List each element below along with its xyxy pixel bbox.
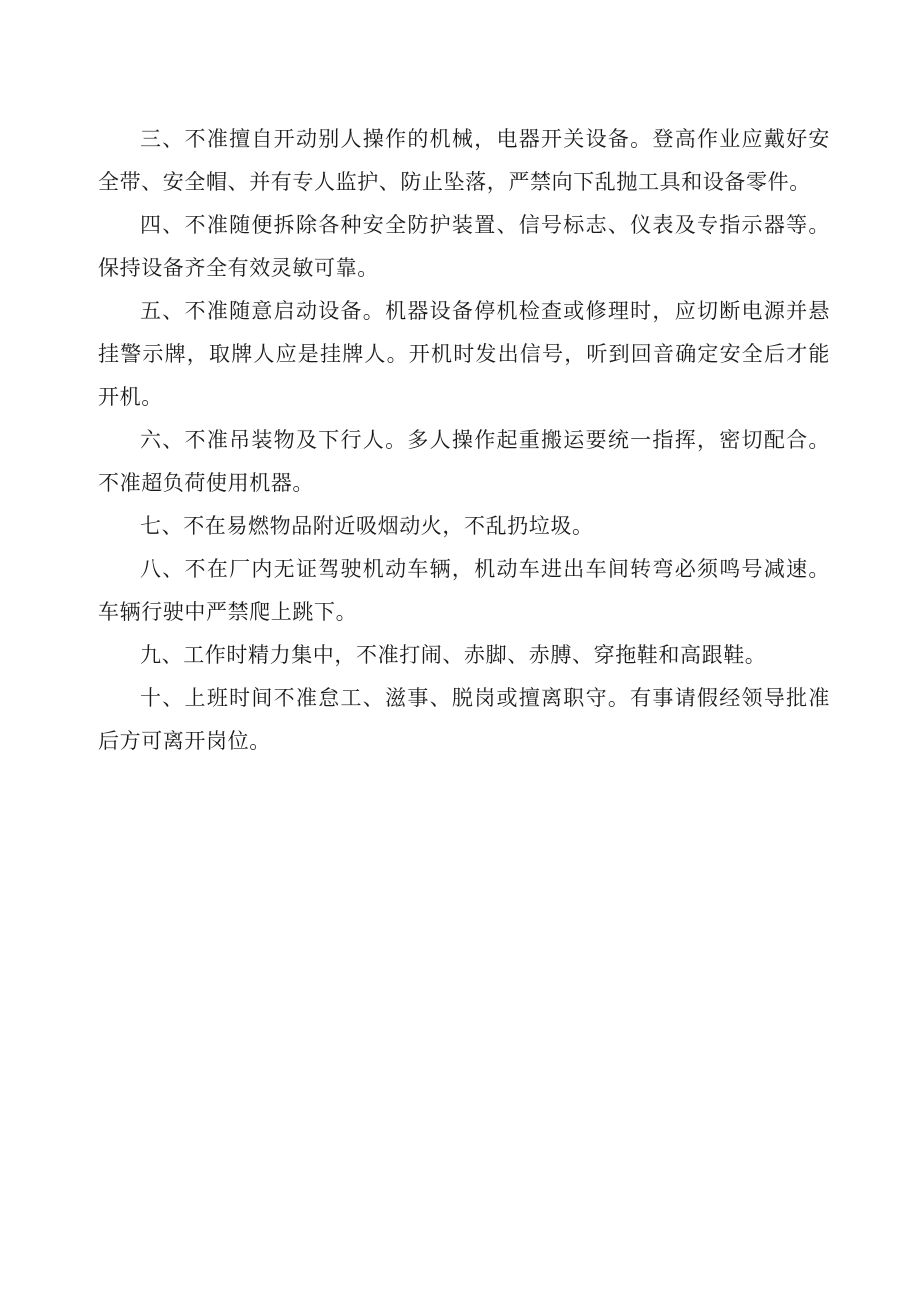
rule-paragraph-6: 六、不准吊装物及下行人。多人操作起重搬运要统一指挥，密切配合。不准超负荷使用机器。 [98, 428, 830, 495]
rule-paragraph-9: 九、工作时精力集中，不准打闹、赤脚、赤膊、穿拖鞋和高跟鞋。 [140, 643, 767, 667]
rule-paragraph-3: 三、不准擅自开动别人操作的机械，电器开关设备。登高作业应戴好安全带、安全帽、并有专人监护、防止坠落，严禁向下乱抛工具和设备零件。 [98, 127, 830, 194]
rule-paragraph-5: 五、不准随意启动设备。机器设备停机检查或修理时，应切断电源并悬挂警示牌，取牌人应是挂牌人。开机时发出信号，听到回音确定安全后才能开机。 [98, 299, 830, 409]
document-body [98, 118, 830, 763]
rule-paragraph-7: 七、不在易燃物品附近吸烟动火，不乱扔垃圾。 [140, 514, 594, 538]
rule-paragraph-8: 八、不在厂内无证驾驶机动车辆，机动车进出车间转弯必须鸣号减速。车辆行驶中严禁爬上跳下。 [98, 557, 830, 624]
rule-paragraph-4: 四、不准随便拆除各种安全防护装置、信号标志、仪表及专指示器等。保持设备齐全有效灵敏可靠。 [98, 213, 830, 280]
rule-paragraph-10: 十、上班时间不准怠工、滋事、脱岗或擅离职守。有事请假经领导批准后方可离开岗位。 [98, 686, 830, 753]
